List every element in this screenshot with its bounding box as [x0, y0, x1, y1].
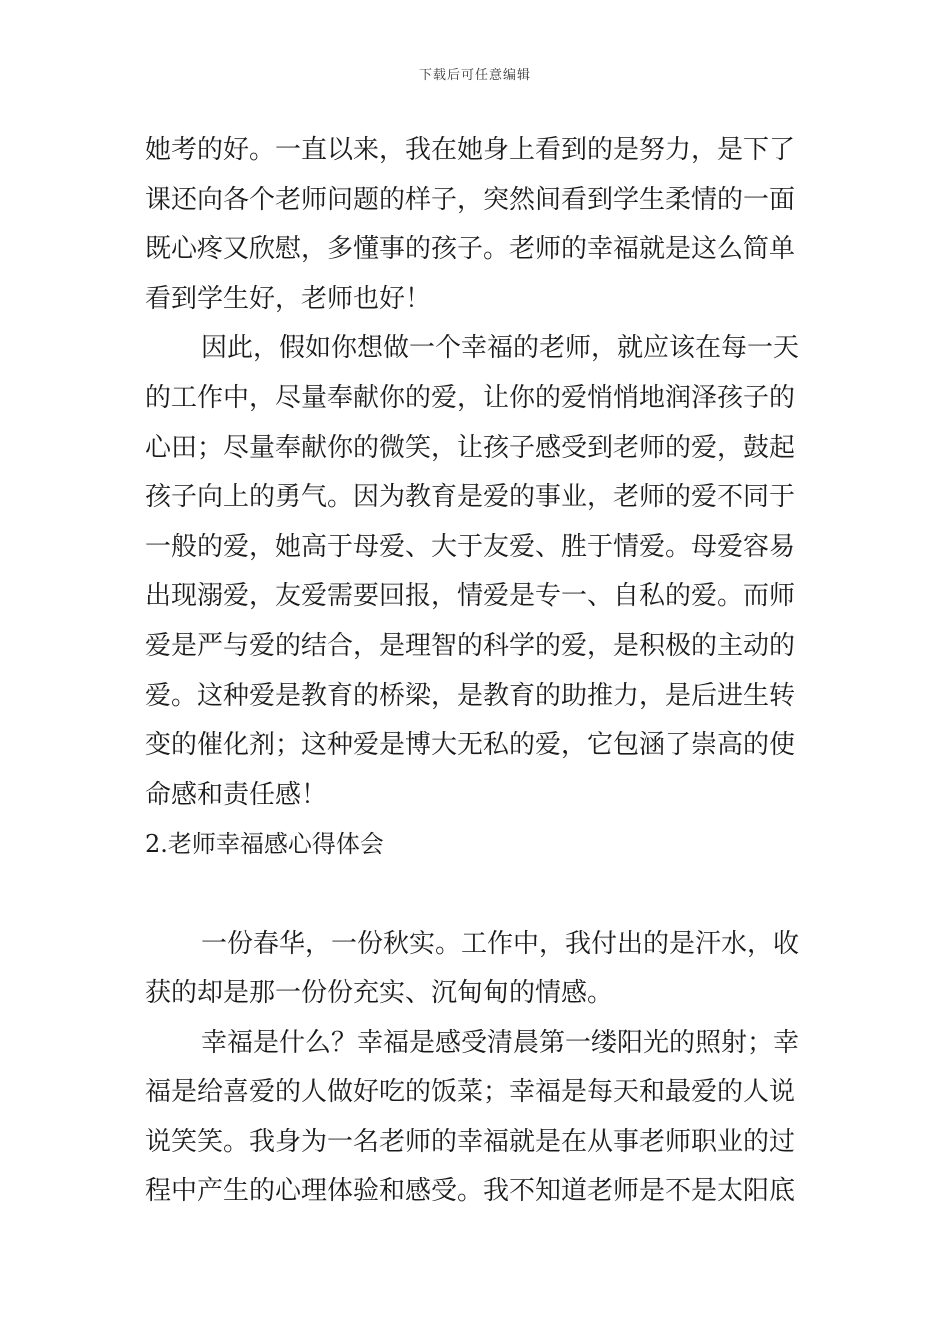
text-line: 说笑笑。我身为一名老师的幸福就是在从事老师职业的过: [145, 1126, 796, 1157]
page-header: 下载后可任意编辑: [418, 68, 531, 83]
paragraph-start-line: 因此，假如你想做一个幸福的老师，就应该在每一天: [201, 333, 800, 364]
text-line: 既心疼又欣慰，多懂事的孩子。老师的幸福就是这么简单: [145, 234, 796, 265]
text-line: 爱是严与爱的结合，是理智的科学的爱，是积极的主动的: [145, 630, 796, 661]
blank-line: [145, 870, 807, 920]
paragraph-start-line: 幸福是什么？幸福是感受清晨第一缕阳光的照射；幸: [201, 1027, 800, 1058]
text-line: 课还向各个老师问题的样子，突然间看到学生柔情的一面: [145, 184, 796, 215]
text-line: 程中产生的心理体验和感受。我不知道老师是不是太阳底: [145, 1176, 796, 1207]
paragraph-start-line: 一份春华，一份秋实。工作中，我付出的是汗水，收: [201, 928, 800, 959]
text-line: 孩子向上的勇气。因为教育是爱的事业，老师的爱不同于: [145, 482, 796, 513]
document-body: [145, 126, 807, 1217]
text-line: 福是给喜爱的人做好吃的饭菜；幸福是每天和最爱的人说: [145, 1077, 796, 1108]
text-line: 看到学生好，老师也好！: [145, 283, 432, 314]
text-line: 命感和责任感！: [145, 779, 328, 810]
text-line: 她考的好。一直以来，我在她身上看到的是努力，是下了: [145, 135, 796, 165]
text-line: 一般的爱，她高于母爱、大于友爱、胜于情爱。母爱容易: [145, 531, 796, 562]
text-line: 爱。这种爱是教育的桥梁，是教育的助推力，是后进生转: [145, 680, 796, 711]
text-line: 变的催化剂；这种爱是博大无私的爱，它包涵了崇高的使: [145, 730, 796, 761]
text-line: 出现溺爱，友爱需要回报，情爱是专一、自私的爱。而师: [145, 581, 796, 612]
text-line: 的工作中，尽量奉献你的爱，让你的爱悄悄地润泽孩子的: [145, 382, 796, 413]
text-line: 心田；尽量奉献你的微笑，让孩子感受到老师的爱，鼓起: [145, 432, 796, 463]
text-line: 获的却是那一份份充实、沉甸甸的情感。: [145, 978, 614, 1009]
section-heading: 2.老师幸福感心得体会: [145, 830, 384, 859]
